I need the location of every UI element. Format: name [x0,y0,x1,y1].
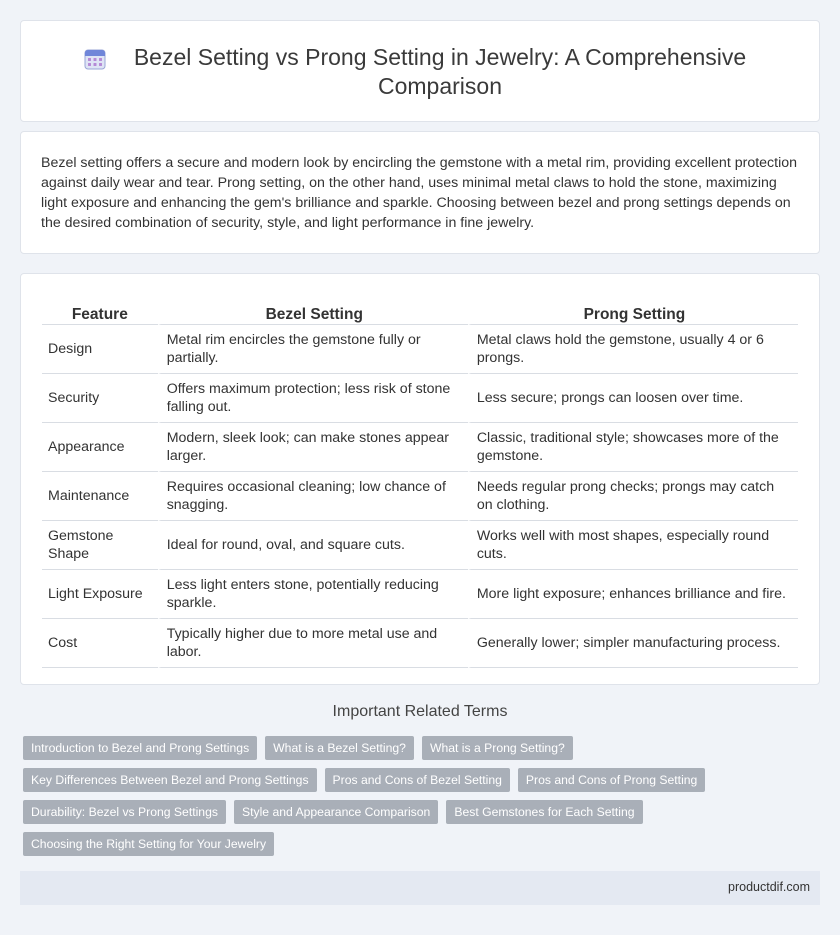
feature-cell: Cost [42,619,158,668]
table-row [42,619,798,668]
related-term-tag[interactable]: Style and Appearance Comparison [234,800,438,824]
prong-cell: Generally lower; simpler manufacturing process. [468,619,798,668]
prong-cell: Classic, traditional style; showcases more of the gemstone. [468,423,798,472]
footer [20,871,820,905]
bezel-cell: Ideal for round, oval, and square cuts. [158,521,468,570]
feature-cell: Maintenance [42,472,158,521]
feature-cell: Security [42,374,158,423]
related-term-tag[interactable]: Key Differences Between Bezel and Prong Settings [23,768,317,792]
bezel-cell: Less light enters stone, potentially reducing sparkle. [158,570,468,619]
comparison-table [42,294,798,668]
bezel-cell: Offers maximum protection; less risk of stone falling out. [158,374,468,423]
bezel-cell: Typically higher due to more metal use and labor. [158,619,468,668]
intro-paragraph: Bezel setting offers a secure and modern look by encircling the gemstone with a metal rim, providing excellent protection against daily wear and tear. Prong setting, on the other hand, uses minimal metal claws to hold the stone, maximizing light exposure and enhancing the gem's brilliance and sparkle. Choosing between bezel and prong settings depends on the desired combination of security, style, and light performance in fine jewelry. [41,155,798,231]
table-header-row [42,294,798,325]
related-term-tag[interactable]: What is a Prong Setting? [422,736,573,760]
related-term-tag[interactable]: Choosing the Right Setting for Your Jewelry [23,832,274,856]
comparison-card [20,273,820,685]
related-term-tag[interactable]: What is a Bezel Setting? [265,736,414,760]
table-row [42,570,798,619]
table-row [42,521,798,570]
page-title: Bezel Setting vs Prong Setting in Jewelry: A Comprehensive Comparison [133,44,747,99]
related-terms-heading: Important Related Terms [332,703,508,720]
related-term-tag[interactable]: Pros and Cons of Prong Setting [518,768,705,792]
footer-site-link[interactable]: productdif.com [728,880,810,894]
related-term-tag[interactable]: Introduction to Bezel and Prong Settings [23,736,257,760]
related-term-tag[interactable]: Pros and Cons of Bezel Setting [325,768,510,792]
related-term-tag[interactable]: Best Gemstones for Each Setting [446,800,642,824]
bezel-cell: Modern, sleek look; can make stones appear larger. [158,423,468,472]
feature-cell: Light Exposure [42,570,158,619]
prong-cell: Needs regular prong checks; prongs may catch on clothing. [468,472,798,521]
related-terms-list [23,736,823,864]
table-row [42,325,798,374]
intro-card [20,131,820,254]
table-row [42,374,798,423]
table-row [42,423,798,472]
feature-cell: Design [42,325,158,374]
feature-cell: Gemstone Shape [42,521,158,570]
feature-cell: Appearance [42,423,158,472]
title-card [20,20,820,122]
bezel-cell: Metal rim encircles the gemstone fully or partially. [158,325,468,374]
related-term-tag[interactable]: Durability: Bezel vs Prong Settings [23,800,226,824]
prong-cell: Less secure; prongs can loosen over time. [468,374,798,423]
prong-cell: More light exposure; enhances brilliance and fire. [468,570,798,619]
column-header-bezel: Bezel Setting [158,294,468,325]
prong-cell: Works well with most shapes, especially round cuts. [468,521,798,570]
prong-cell: Metal claws hold the gemstone, usually 4 or 6 prongs. [468,325,798,374]
column-header-prong: Prong Setting [468,294,798,325]
column-header-feature: Feature [42,294,158,325]
table-row [42,472,798,521]
bezel-cell: Requires occasional cleaning; low chance of snagging. [158,472,468,521]
